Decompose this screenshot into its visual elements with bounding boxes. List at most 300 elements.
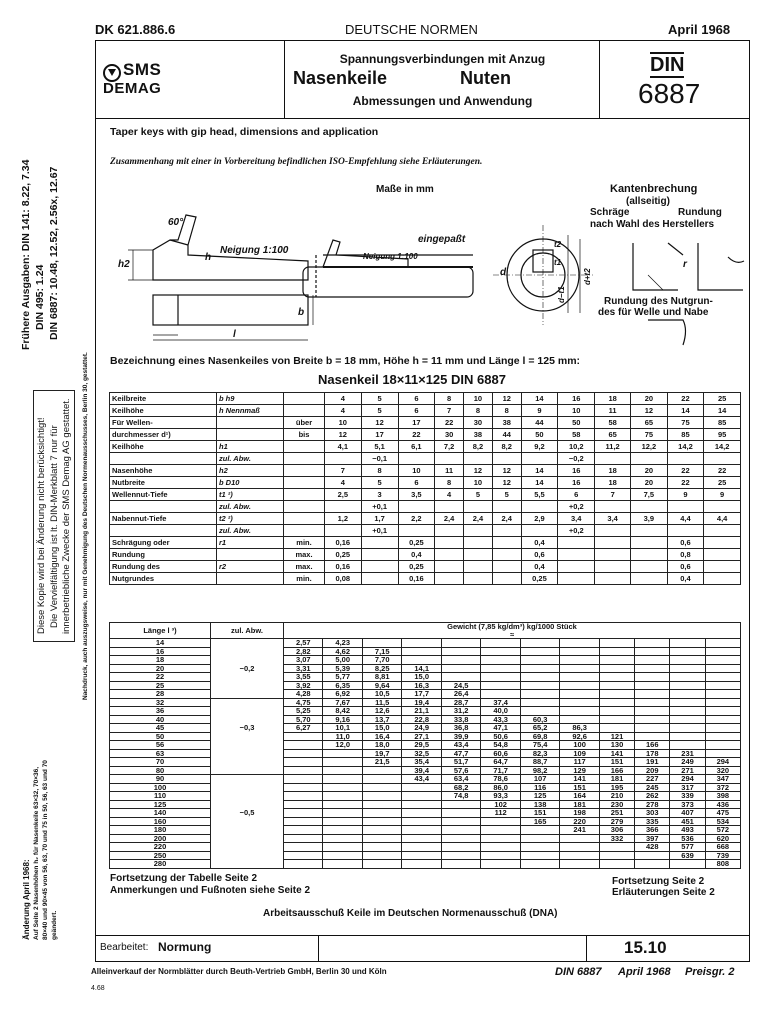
weight-length: 280: [110, 860, 211, 869]
kopie-note-3: innerbetriebliche Zwecke der SMS Demag AG gestattet.: [61, 398, 72, 634]
weight-cell: [481, 817, 520, 826]
weight-cell: [705, 707, 740, 716]
weight-cell: [441, 834, 480, 843]
weight-cell: [402, 834, 441, 843]
weight-cell: [670, 860, 705, 869]
weight-cell: [520, 851, 559, 860]
dims-cell: [284, 477, 325, 489]
weight-cell: 60,3: [520, 715, 559, 724]
weight-cell: [481, 673, 520, 682]
weight-cell: 86,3: [560, 724, 599, 733]
dims-cell: [435, 537, 464, 549]
dims-cell: 5,1: [361, 441, 398, 453]
weight-cell: [284, 758, 323, 767]
dims-row: [110, 453, 741, 465]
dims-cell: [492, 561, 521, 573]
weight-cell: [635, 715, 670, 724]
title-nasenkeile: Nasenkeile: [293, 68, 388, 88]
weight-cell: [670, 707, 705, 716]
weight-row: [110, 656, 741, 665]
weight-cell: [323, 851, 362, 860]
dims-cell: 3,4: [595, 513, 631, 525]
bezeichnung-line: Bezeichnung eines Nasenkeiles von Breite b = 18 mm, Höhe h = 11 mm und Länge l = 125 mm:: [110, 355, 581, 367]
weight-cell: 12,6: [362, 707, 401, 716]
dims-row: [110, 525, 741, 537]
weight-cell: 347: [705, 775, 740, 784]
weight-cell: [284, 817, 323, 826]
dims-cell: 6: [398, 477, 435, 489]
dims-cell: [558, 573, 595, 585]
dims-cell: über: [284, 417, 325, 429]
weight-cell: 138: [520, 800, 559, 809]
weight-cell: [481, 834, 520, 843]
dims-cell: 8,2: [464, 441, 493, 453]
dims-cell: 8,2: [492, 441, 521, 453]
dims-cell: [361, 561, 398, 573]
fruehere-ausgaben-1: Frühere Ausgaben: DIN 141: 8.22, 7.34: [20, 159, 32, 350]
weight-cell: [599, 843, 634, 852]
dims-cell: 3: [361, 489, 398, 501]
weight-cell: [284, 809, 323, 818]
weight-cell: 493: [670, 826, 705, 835]
weight-cell: 231: [670, 749, 705, 758]
weight-cell: [402, 851, 441, 860]
dims-cell: 22: [435, 417, 464, 429]
weight-cell: [323, 817, 362, 826]
dims-cell: [704, 537, 741, 549]
dims-cell: 16: [558, 465, 595, 477]
dims-cell: −0,2: [558, 453, 595, 465]
dims-cell: +0,1: [361, 501, 398, 513]
weight-cell: 47,1: [481, 724, 520, 733]
weight-cell: 451: [670, 817, 705, 826]
dims-symbol: t2 ²): [217, 513, 284, 525]
weight-cell: [599, 698, 634, 707]
weight-tolerance: [211, 639, 284, 648]
weight-cell: 121: [599, 732, 634, 741]
dims-label: Nutgrundes: [110, 573, 217, 585]
norm-label: DEUTSCHE NORMEN: [345, 22, 478, 37]
weight-length: 18: [110, 656, 211, 665]
dim-l: l: [233, 329, 236, 340]
dims-symbol: b D10: [217, 477, 284, 489]
dims-cell: 30: [435, 429, 464, 441]
weight-cell: 262: [635, 792, 670, 801]
dims-row: [110, 489, 741, 501]
weight-cell: 82,3: [520, 749, 559, 758]
weight-tolerance: [211, 741, 284, 750]
weight-cell: 11,5: [362, 698, 401, 707]
dims-cell: 12: [492, 393, 521, 405]
weight-cell: 29,5: [402, 741, 441, 750]
dims-cell: [667, 525, 704, 537]
weight-cell: 5,39: [323, 664, 362, 673]
weight-tolerance: [211, 690, 284, 699]
weight-cell: 2,82: [284, 647, 323, 656]
weight-cell: 19,7: [362, 749, 401, 758]
weight-cell: 10,1: [323, 724, 362, 733]
dims-cell: [398, 501, 435, 513]
dims-cell: 0,08: [325, 573, 362, 585]
dims-cell: 12: [492, 465, 521, 477]
weight-cell: [402, 656, 441, 665]
dims-cell: [361, 549, 398, 561]
weight-cell: 6,35: [323, 681, 362, 690]
dims-cell: 50: [521, 429, 558, 441]
iso-note: Zusammenhang mit einer in Vorbereitung befindlichen ISO-Empfehlung siehe Erläuterungen.: [110, 157, 483, 167]
din-number: 6887: [638, 78, 701, 109]
dims-cell: [284, 465, 325, 477]
weight-cell: [441, 826, 480, 835]
weight-cell: [670, 732, 705, 741]
dims-cell: 17: [361, 429, 398, 441]
weight-cell: 620: [705, 834, 740, 843]
dk-number: DK 621.886.6: [95, 22, 176, 37]
dims-cell: 0,25: [325, 549, 362, 561]
weight-cell: [284, 775, 323, 784]
head-weight: Gewicht (7,85 kg/dm³) kg/1000 Stück ≈: [284, 623, 741, 639]
rundung-note-1: Rundung des Nutgrun-: [604, 296, 713, 307]
weight-cell: 320: [705, 766, 740, 775]
din-box: [600, 40, 750, 118]
weight-cell: 28,7: [441, 698, 480, 707]
dims-cell: 25: [704, 393, 741, 405]
weight-cell: 209: [635, 766, 670, 775]
weight-cell: [520, 843, 559, 852]
weight-cell: [520, 673, 559, 682]
weight-cell: 39,9: [441, 732, 480, 741]
weight-length: 36: [110, 707, 211, 716]
dims-row: [110, 537, 741, 549]
dims-symbol: zul. Abw.: [217, 525, 284, 537]
dims-cell: 9: [667, 489, 704, 501]
weight-cell: [599, 673, 634, 682]
weight-cell: 181: [599, 775, 634, 784]
weight-length: 16: [110, 647, 211, 656]
dims-cell: 12: [631, 405, 668, 417]
weight-cell: [705, 724, 740, 733]
weight-cell: [520, 826, 559, 835]
dims-cell: 20: [631, 465, 668, 477]
english-title: Taper keys with gip head, dimensions and application: [110, 126, 379, 138]
weight-length: 32: [110, 698, 211, 707]
dims-cell: [631, 561, 668, 573]
subtitle-2: Abmessungen und Anwendung: [352, 94, 533, 108]
dims-label: Keilbreite: [110, 393, 217, 405]
dims-symbol: [217, 429, 284, 441]
dims-cell: 5,5: [521, 489, 558, 501]
dims-cell: [558, 561, 595, 573]
weight-cell: [520, 707, 559, 716]
dims-symbol: r1: [217, 537, 284, 549]
weight-cell: 151: [599, 758, 634, 767]
weight-cell: 93,3: [481, 792, 520, 801]
bearbeitet-value: Normung: [158, 940, 212, 954]
anmerkungen-note: Anmerkungen und Fußnoten siehe Seite 2: [110, 885, 311, 896]
weight-cell: [481, 647, 520, 656]
weight-cell: [705, 732, 740, 741]
weight-cell: [284, 792, 323, 801]
weight-cell: [520, 639, 559, 648]
weight-cell: 7,15: [362, 647, 401, 656]
weight-cell: [560, 690, 599, 699]
weight-cell: 534: [705, 817, 740, 826]
weight-cell: [635, 681, 670, 690]
weight-cell: [284, 800, 323, 809]
dims-cell: 7: [595, 489, 631, 501]
weight-cell: [670, 741, 705, 750]
logo-demag: DEMAG: [103, 80, 162, 97]
dims-cell: 12: [464, 465, 493, 477]
dims-cell: 14,2: [704, 441, 741, 453]
weight-cell: 107: [520, 775, 559, 784]
weight-cell: 245: [635, 783, 670, 792]
dims-cell: 0,4: [667, 573, 704, 585]
kanten-sub: (allseitig): [626, 196, 670, 207]
weight-cell: [284, 851, 323, 860]
weight-cell: [635, 698, 670, 707]
weight-cell: 22,8: [402, 715, 441, 724]
weight-cell: [670, 698, 705, 707]
weight-cell: [323, 843, 362, 852]
dims-cell: 0,6: [521, 549, 558, 561]
dims-cell: 22: [667, 393, 704, 405]
weight-cell: 7,70: [362, 656, 401, 665]
logo-sms: SMS: [123, 60, 162, 79]
dims-cell: 10: [464, 477, 493, 489]
weight-cell: [670, 647, 705, 656]
weight-row: [110, 724, 741, 733]
weight-cell: [323, 834, 362, 843]
dims-cell: 50: [558, 417, 595, 429]
weight-cell: 69,8: [520, 732, 559, 741]
weight-cell: 808: [705, 860, 740, 869]
weight-cell: 271: [670, 766, 705, 775]
dims-cell: [492, 549, 521, 561]
weight-cell: [362, 783, 401, 792]
weight-cell: 16,4: [362, 732, 401, 741]
subtitle-1: Spannungsverbindungen mit Anzug: [339, 52, 546, 66]
weight-cell: 11,0: [323, 732, 362, 741]
title-nuten: Nuten: [460, 68, 511, 88]
dims-cell: 0,4: [521, 561, 558, 573]
weight-cell: 166: [599, 766, 634, 775]
dims-cell: max.: [284, 561, 325, 573]
weight-cell: [635, 724, 670, 733]
dims-cell: 4,4: [704, 513, 741, 525]
weight-cell: 19,4: [402, 698, 441, 707]
dims-cell: 12: [325, 429, 362, 441]
weight-cell: 5,00: [323, 656, 362, 665]
weight-length: 40: [110, 715, 211, 724]
dims-cell: 0,6: [667, 561, 704, 573]
dims-symbol: zul. Abw.: [217, 501, 284, 513]
dims-cell: [492, 501, 521, 513]
dims-cell: [558, 549, 595, 561]
weight-cell: [402, 647, 441, 656]
dims-cell: 0,4: [398, 549, 435, 561]
weight-cell: [670, 690, 705, 699]
dim-d-minus-t1: d−t1: [557, 286, 566, 303]
weight-cell: 407: [670, 809, 705, 818]
dims-cell: 38: [464, 429, 493, 441]
weight-cell: 195: [599, 783, 634, 792]
weight-cell: [323, 860, 362, 869]
weight-cell: [635, 664, 670, 673]
weight-cell: 102: [481, 800, 520, 809]
weight-cell: [599, 715, 634, 724]
dims-label: Nabennut-Tiefe: [110, 513, 217, 525]
dims-cell: 18: [595, 477, 631, 489]
weight-cell: 86,0: [481, 783, 520, 792]
weight-cell: [560, 851, 599, 860]
dims-symbol: h1: [217, 441, 284, 453]
weight-cell: [362, 639, 401, 648]
weight-cell: [362, 792, 401, 801]
weight-tolerance: −0,3: [211, 724, 284, 733]
dims-cell: [284, 453, 325, 465]
weight-length: 28: [110, 690, 211, 699]
weight-cell: [441, 639, 480, 648]
weight-cell: [520, 656, 559, 665]
weight-cell: [670, 664, 705, 673]
weight-cell: [560, 843, 599, 852]
dims-cell: [284, 441, 325, 453]
dims-cell: 22: [667, 477, 704, 489]
weight-cell: [670, 681, 705, 690]
weight-cell: 74,8: [441, 792, 480, 801]
fruehere-ausgaben-3: DIN 6887: 10.48, 12.52, 2.56x, 12.67: [48, 166, 60, 340]
dims-cell: [435, 549, 464, 561]
weight-tolerance: [211, 732, 284, 741]
dims-cell: 5: [361, 393, 398, 405]
weight-length: 140: [110, 809, 211, 818]
weight-cell: 117: [560, 758, 599, 767]
dims-cell: 25: [704, 477, 741, 489]
weight-cell: [599, 860, 634, 869]
weight-row: [110, 792, 741, 801]
weight-cell: [635, 673, 670, 682]
dims-cell: bis: [284, 429, 325, 441]
dims-cell: 16: [558, 393, 595, 405]
dims-cell: [464, 537, 493, 549]
weight-tolerance: [211, 775, 284, 784]
weight-cell: [323, 783, 362, 792]
dims-cell: 5: [464, 489, 493, 501]
weight-cell: [323, 766, 362, 775]
weight-cell: 249: [670, 758, 705, 767]
weight-cell: [441, 673, 480, 682]
weight-cell: [705, 698, 740, 707]
weight-cell: [635, 656, 670, 665]
dims-cell: 10: [558, 405, 595, 417]
dims-cell: 1,2: [325, 513, 362, 525]
dims-cell: 2,4: [435, 513, 464, 525]
weight-cell: [441, 851, 480, 860]
dims-cell: 8: [435, 393, 464, 405]
dims-cell: 11: [435, 465, 464, 477]
dims-cell: 0,16: [325, 561, 362, 573]
dims-cell: [595, 453, 631, 465]
weight-cell: [705, 690, 740, 699]
weight-cell: 40,0: [481, 707, 520, 716]
dims-row: [110, 441, 741, 453]
weight-cell: 198: [560, 809, 599, 818]
dims-cell: [325, 453, 362, 465]
dims-cell: [284, 489, 325, 501]
dims-label: Nasenhöhe: [110, 465, 217, 477]
weight-cell: [670, 639, 705, 648]
dims-cell: max.: [284, 549, 325, 561]
dims-label: Wellennut-Tiefe: [110, 489, 217, 501]
weight-cell: 24,5: [441, 681, 480, 690]
weight-cell: [599, 724, 634, 733]
weight-cell: [560, 681, 599, 690]
dims-cell: 20: [631, 477, 668, 489]
weight-cell: 15,0: [362, 724, 401, 733]
weight-cell: 278: [635, 800, 670, 809]
weight-cell: [284, 741, 323, 750]
weight-cell: 75,4: [520, 741, 559, 750]
weight-cell: [362, 800, 401, 809]
weight-cell: [520, 681, 559, 690]
weight-cell: [599, 690, 634, 699]
weight-cell: 37,4: [481, 698, 520, 707]
dims-cell: [284, 525, 325, 537]
dims-label: Keilhöhe: [110, 441, 217, 453]
dims-label: durchmesser d¹): [110, 429, 217, 441]
dims-label: [110, 525, 217, 537]
dims-cell: [435, 453, 464, 465]
dims-cell: 14: [521, 465, 558, 477]
dims-cell: 10,2: [558, 441, 595, 453]
dimensions-table: [109, 392, 741, 585]
dims-cell: 9,2: [521, 441, 558, 453]
dims-symbol: h Nennmaß: [217, 405, 284, 417]
dims-cell: 5: [361, 477, 398, 489]
dims-cell: 14: [521, 393, 558, 405]
dim-t1: t1: [554, 258, 562, 267]
weight-cell: 6,92: [323, 690, 362, 699]
head-abw: zul. Abw.: [211, 623, 284, 639]
dims-row: [110, 417, 741, 429]
weight-cell: [481, 681, 520, 690]
weight-cell: 572: [705, 826, 740, 835]
weight-length: 70: [110, 758, 211, 767]
weight-row: [110, 775, 741, 784]
weight-cell: [520, 860, 559, 869]
dims-cell: 1,7: [361, 513, 398, 525]
dims-cell: 3,5: [398, 489, 435, 501]
dims-cell: 4: [325, 477, 362, 489]
weight-length: 90: [110, 775, 211, 784]
weight-cell: [323, 775, 362, 784]
weight-cell: [560, 664, 599, 673]
weight-cell: [520, 664, 559, 673]
dims-cell: 16: [558, 477, 595, 489]
dims-cell: 0,25: [521, 573, 558, 585]
dims-cell: [398, 453, 435, 465]
dims-cell: 7: [435, 405, 464, 417]
weight-length: 50: [110, 732, 211, 741]
weight-cell: 21,1: [402, 707, 441, 716]
dims-cell: [464, 573, 493, 585]
weight-cell: [481, 664, 520, 673]
weight-cell: [323, 809, 362, 818]
dims-cell: 2,9: [521, 513, 558, 525]
weight-cell: [402, 800, 441, 809]
dims-cell: [284, 393, 325, 405]
